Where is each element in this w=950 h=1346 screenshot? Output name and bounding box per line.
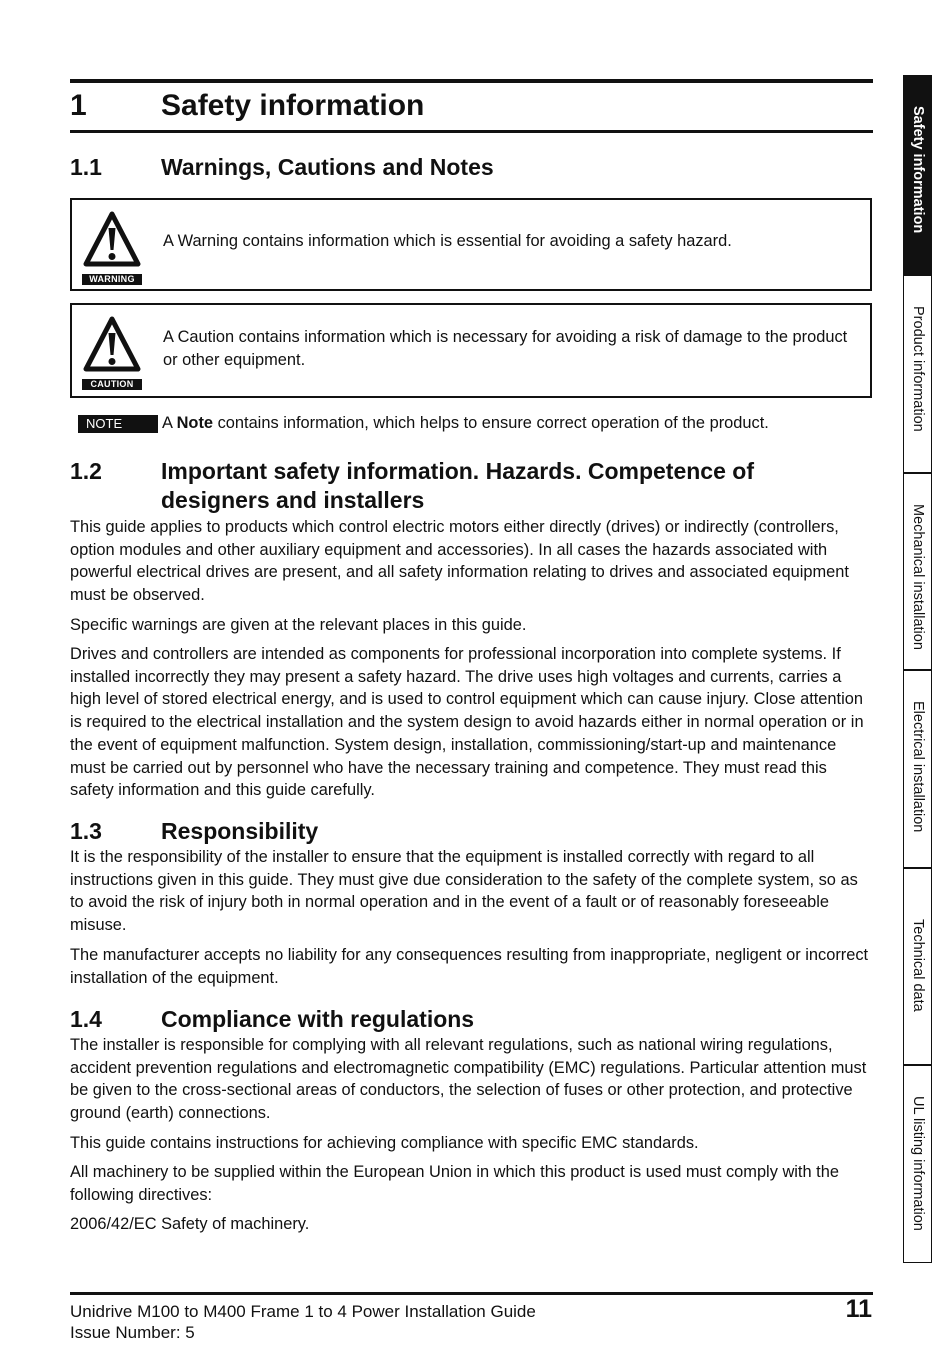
note-text-pre: A bbox=[162, 414, 177, 432]
side-tab-bar bbox=[903, 75, 932, 1263]
section-1-3-paragraph: The manufacturer accepts no liability for any consequences resulting from inappropriate, negligent or incorrect installation of the equipment. bbox=[70, 946, 869, 987]
chapter-number: 1 bbox=[70, 89, 87, 122]
section-1-4-paragraph: This guide contains instructions for achieving compliance with specific EMC standards. bbox=[70, 1134, 699, 1152]
footer-title: Unidrive M100 to M400 Frame 1 to 4 Power Installation Guide bbox=[70, 1302, 536, 1321]
warning-box bbox=[70, 198, 872, 291]
caution-label: CAUTION bbox=[82, 379, 142, 390]
note-text-post: contains information, which helps to ensure correct operation of the product. bbox=[213, 414, 769, 432]
side-tab-technical-data[interactable] bbox=[903, 868, 932, 1065]
section-1-3-paragraph: It is the responsibility of the installer to ensure that the equipment is installed correctly with regard to all instructions given in this guide. They must give due consideration to the safety of the complete system, so as to avoid the risk of injury both in normal operation and in the event of a fault or of reasonably foreseeable misuse. bbox=[70, 848, 858, 935]
section-1-4-paragraph: All machinery to be supplied within the European Union in which this product is used must comply with the following directives: bbox=[70, 1163, 839, 1204]
section-1-2-title-line2: designers and installers bbox=[161, 487, 425, 513]
footer-issue: Issue Number: 5 bbox=[70, 1323, 195, 1342]
section-1-2-paragraph: Drives and controllers are intended as components for professional incorporation into complete systems. If installed incorrectly they may present a safety hazard. The drive uses high voltages and currents, carries a high level of stored electrical energy, and is used to control equipment which can cause injury. Close attention is required to the electrical installation and the system design to avoid hazards either in normal operation or in the event of equipment malfunction. System design, installation, commissioning/start-up and maintenance must be carried out by personnel who have the necessary training and competence. They must read this safety information and this guide carefully. bbox=[70, 645, 864, 800]
section-1-4-number: 1.4 bbox=[70, 1006, 102, 1032]
section-1-4-paragraph: 2006/42/EC Safety of machinery. bbox=[70, 1215, 310, 1233]
warning-text: A Warning contains information which is essential for avoiding a safety hazard. bbox=[163, 232, 732, 250]
section-1-4-paragraph: The installer is responsible for complying with all relevant regulations, such as national wiring regulations, accident prevention regulations and electromagnetic compatibility (EMC) regulations. Particular attention must be given to the cross-sectional areas of conductors, the selection of fuses or other protection, and protective ground (earth) connections. bbox=[70, 1036, 867, 1123]
section-1-2-paragraph: This guide applies to products which control electric motors either directly (drives) or indirectly (controllers, option modules and other auxiliary equipment and accessories). In all cases the hazards associated with powerful electrical drives are present, and all safety information relating to drives and associated equipment must be observed. bbox=[70, 518, 849, 605]
section-1-4-title: Compliance with regulations bbox=[161, 1006, 475, 1032]
note-label: NOTE bbox=[78, 415, 158, 433]
side-tab-label: Safety information bbox=[910, 106, 926, 234]
warning-triangle-icon bbox=[82, 208, 142, 268]
section-1-2-number: 1.2 bbox=[70, 458, 102, 484]
section-1-3-title: Responsibility bbox=[161, 818, 319, 844]
caution-triangle-icon bbox=[82, 313, 142, 373]
side-tab-label: Product information bbox=[910, 306, 926, 432]
top-rule bbox=[70, 79, 873, 83]
caution-text: A Caution contains information which is necessary for avoiding a risk of damage to the product or other equipment. bbox=[163, 328, 848, 369]
side-tab-product-information[interactable] bbox=[903, 275, 932, 473]
warning-label: WARNING bbox=[82, 274, 142, 285]
chapter-rule bbox=[70, 130, 873, 133]
section-1-1-number: 1.1 bbox=[70, 154, 102, 180]
footer-rule bbox=[70, 1292, 873, 1295]
side-tab-electrical-installation[interactable] bbox=[903, 670, 932, 868]
section-1-2-title-line1: Important safety information. Hazards. Competence of bbox=[161, 458, 754, 484]
note-text bbox=[162, 411, 769, 435]
side-tab-label: Electrical installation bbox=[910, 701, 926, 833]
caution-symbol bbox=[82, 313, 142, 390]
caution-box bbox=[70, 303, 872, 398]
warning-symbol bbox=[82, 208, 142, 285]
side-tab-label: Technical data bbox=[910, 919, 926, 1012]
section-1-1-title: Warnings, Cautions and Notes bbox=[161, 154, 494, 180]
section-1-3-number: 1.3 bbox=[70, 818, 102, 844]
note-text-bold: Note bbox=[176, 414, 214, 432]
side-tab-mechanical-installation[interactable] bbox=[903, 473, 932, 670]
chapter-title: Safety information bbox=[161, 89, 425, 122]
side-tab-label: UL listing information bbox=[910, 1096, 926, 1231]
side-tab-label: Mechanical installation bbox=[910, 504, 926, 650]
page-number: 11 bbox=[845, 1295, 872, 1323]
side-tab-ul-listing-information[interactable] bbox=[903, 1065, 932, 1263]
side-tab-safety-information[interactable] bbox=[903, 75, 932, 275]
section-1-2-paragraph: Specific warnings are given at the relevant places in this guide. bbox=[70, 616, 527, 634]
